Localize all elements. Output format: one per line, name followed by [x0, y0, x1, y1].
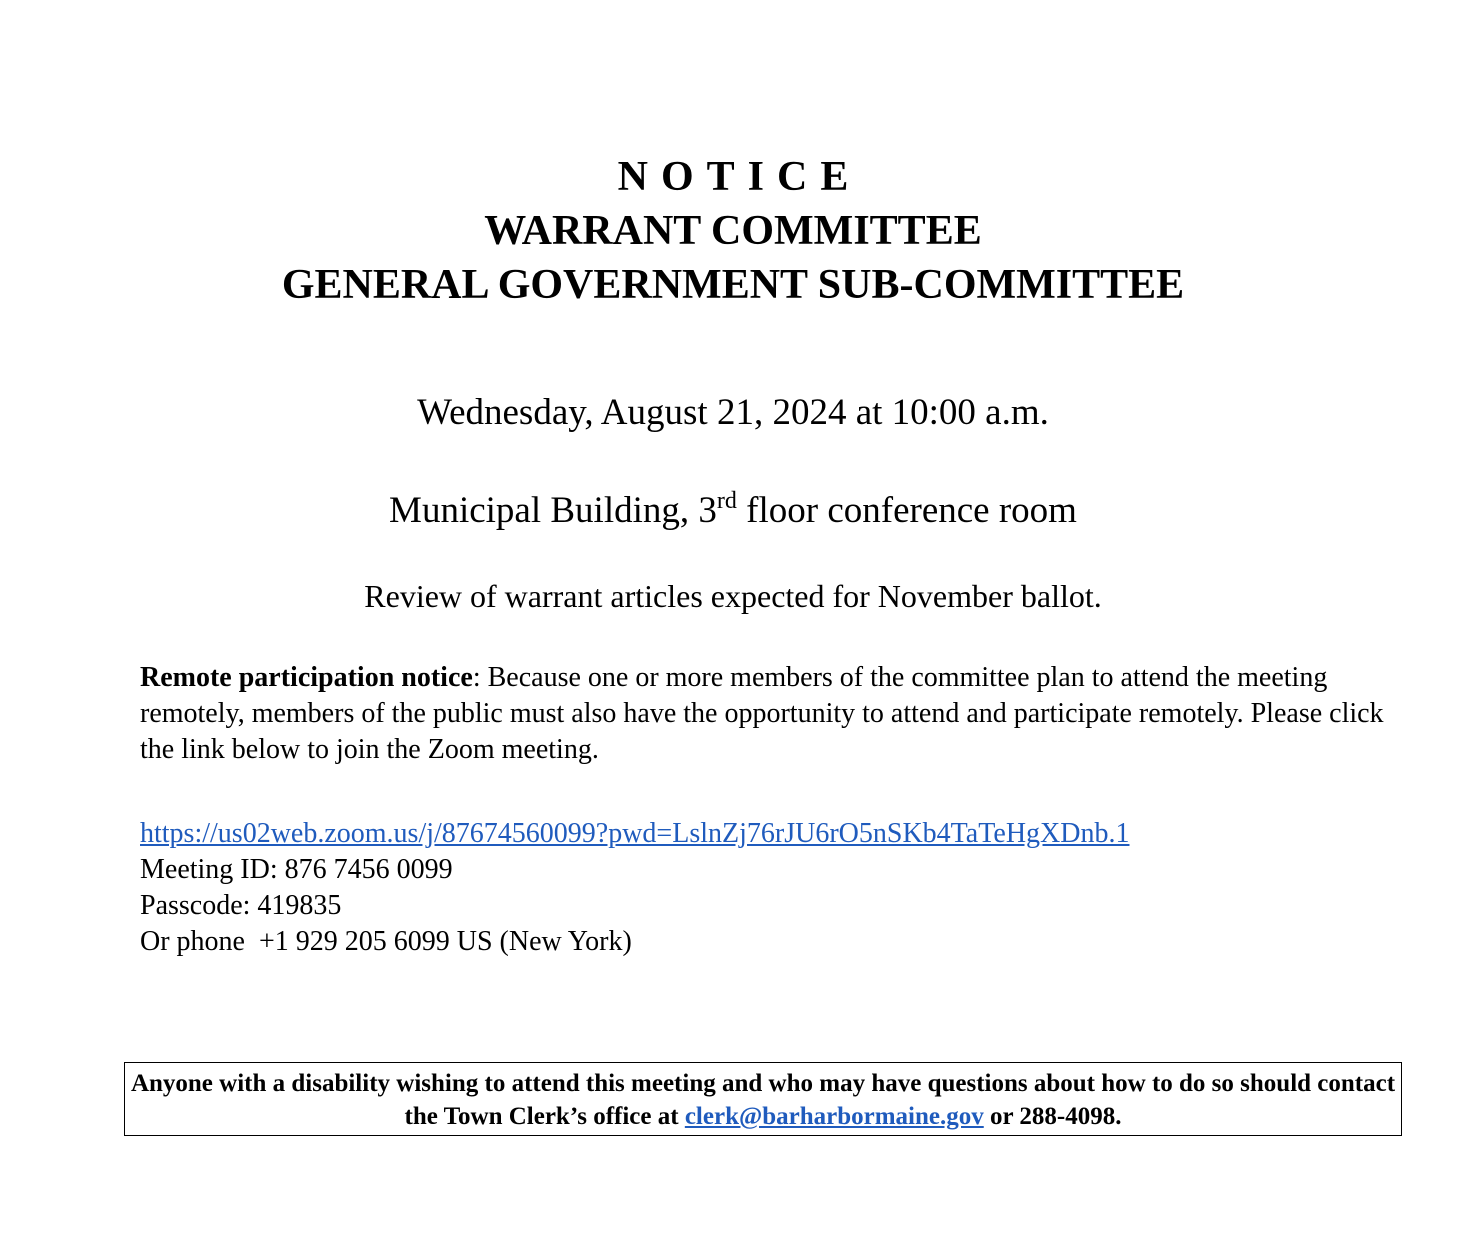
notice-heading	[0, 150, 1466, 312]
location-prefix: Municipal Building, 3	[389, 490, 717, 531]
phone-number: Or phone +1 929 205 6099 US (New York)	[140, 926, 632, 957]
clerk-phone-text: or 288-4098.	[983, 1103, 1122, 1130]
subcommittee-name: GENERAL GOVERNMENT SUB-COMMITTEE	[281, 262, 1185, 308]
committee-name: WARRANT COMMITTEE	[484, 208, 982, 254]
meeting-datetime: Wednesday, August 21, 2024 at 10:00 a.m.	[417, 392, 1049, 433]
remote-notice-lead: Remote participation notice	[140, 662, 473, 693]
disability-text: Anyone with a disability wishing to attend this meeting and who may have questions about how to do so should contact the Town Clerk’s office at	[130, 1070, 1396, 1130]
zoom-link[interactable]: https://us02web.zoom.us/j/87674560099?pwd=LslnZj76rJU6rO5nSKb4TaTeHgXDnb.1	[140, 818, 1130, 849]
remote-notice-body: : Because one or more members of the committee plan to attend the meeting remotely, members of the public must also have the opportunity to attend and participate remotely. Please click the link below to join the Zoom meeting.	[140, 662, 1384, 765]
meeting-id: Meeting ID: 876 7456 0099	[140, 854, 453, 885]
clerk-email-link[interactable]: clerk@barharbormaine.gov	[684, 1103, 984, 1130]
notice-title: NOTICE	[617, 154, 862, 200]
meeting-purpose: Review of warrant articles expected for November ballot.	[364, 578, 1102, 614]
disability-notice-box	[124, 1062, 1402, 1136]
remote-participation-notice	[140, 660, 1400, 768]
meeting-location	[0, 486, 1466, 536]
location-ordinal: rd	[716, 488, 737, 514]
zoom-meeting-info	[140, 816, 1380, 960]
location-suffix: floor conference room	[736, 490, 1077, 531]
passcode: Passcode: 419835	[140, 890, 342, 921]
